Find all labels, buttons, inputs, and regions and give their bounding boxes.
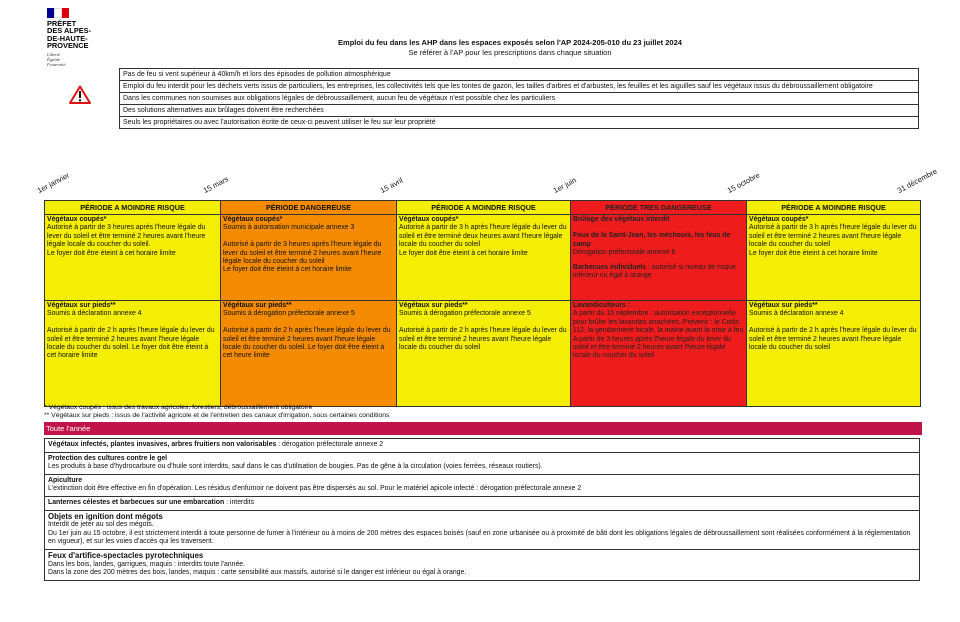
- period-cell: [45, 301, 221, 407]
- date-marker: 15 mars: [201, 174, 230, 195]
- standing-vegetation-row: [45, 301, 921, 407]
- year-rule-row: [45, 439, 920, 453]
- cell-text: Soumis à dérogation préfectorale annexe 5 Autorisé à partir de 2 h après l'heure légale du lever du soleil et être terminé 2 heures avant l'heure légale locale du coucher du soleil. Le foyer doit être éteint à cet heure limite: [223, 310, 391, 360]
- year-rule-row: [45, 549, 920, 580]
- rule-text: L'extinction doit être effective en fin d'opération. Les résidus d'enfumoir ne doivent pas être dispersés au sol. Pour le matériel apicole infecté : dérogation préfectorale annexe 2: [48, 485, 582, 493]
- rule-heading: Apiculture: [48, 476, 83, 484]
- periods-table: [44, 200, 921, 407]
- period-cell: [571, 215, 747, 301]
- title-main: Emploi du feu dans les AHP dans les espaces exposés selon l'AP 2024-205-010 du 23 juillet 2024: [338, 38, 682, 47]
- cell-title: Végétaux sur pieds**: [399, 302, 468, 309]
- rule-inline: : dérogation préfectorale annexe 2: [276, 441, 384, 448]
- cell-text: A partir du 15 septembre : autorisation exceptionnelle pour brûler les lavandes arrachées. Prévenir : le Codis 112, la gendarmerie locale, la mairie avant la mise à feu A partir de 3 heures après l'heure légale du lever du soleil et être terminé 2 heures avant l'heure légale locale du coucher du soleil: [573, 310, 744, 360]
- cut-vegetation-row: [45, 215, 921, 301]
- period-cell: [221, 301, 397, 407]
- republic-motto: Liberté Égalité Fraternité: [47, 51, 66, 67]
- period-header: PÉRIODE A MOINDRE RISQUE: [747, 201, 921, 215]
- period-cell: [221, 215, 397, 301]
- warning-triangle-icon: [69, 85, 91, 109]
- cell-title: Végétaux sur pieds**: [47, 302, 116, 309]
- cell-title: Lavandiculteurs :: [573, 302, 631, 309]
- cell-text: Autorisé à partir de 3 heures après l'heure légale du lever du soleil et être terminé 2 heures avant l'heure légale locale du coucher du soleil. Le foyer doit être éteint à cet horaire limite: [47, 224, 206, 257]
- rule-inline: : interdits: [224, 498, 255, 506]
- cell-text: Soumis à déclaration annexe 4 Autorisé à partir de 2 h après l'heure légale du lever du soleil et être terminé 2 heures avant l'heure légale locale du coucher du soleil. Le foyer doit être éteint à cet horaire limite: [47, 310, 215, 360]
- cell-title: Brûlage des végétaux interdit: [573, 216, 670, 223]
- cell-title: Végétaux coupés*: [749, 216, 809, 223]
- title-sub: Se référer à l'AP pour les prescriptions dans chaque situation: [408, 47, 612, 57]
- rule-row: [120, 69, 919, 81]
- date-marker: 31 décembre: [895, 166, 939, 195]
- rule-heading: Objets en ignition dont mégots: [48, 511, 163, 521]
- rule-text: Seuls les propriétaires ou avec l'autorisation écrite de ceux-ci peuvent utiliser le feu sur leur propriété: [120, 117, 919, 129]
- rule-text: Des solutions alternatives aux brûlages doivent être recherchées: [120, 105, 919, 117]
- cell-text: Soumis à autorisation municipale annexe 3 Autorisé à partir de 3 heures après l'heure légale du lever du soleil et être terminé 2 heures avant l'heure légale locale du coucher du soleil Le foyer doit être éteint à cet horaire limite: [223, 224, 382, 274]
- cell-text: Dérogation préfectorale annexe 6: [573, 249, 676, 257]
- cell-text: Soumis à déclaration annexe 4 Autorisé à partir de 2 h après l'heure légale du lever du soleil et être terminé 2 heures avant l'heure légale locale du coucher du soleil: [749, 310, 917, 352]
- footnote: ** Végétaux sur pieds : issus de l'activité agricole et de l'entretien des canaux d'irrigation, sous certaines conditions: [44, 412, 390, 420]
- rule-text: Pas de feu si vent supérieur à 40km/h et lors des épisodes de pollution atmosphérique: [120, 69, 919, 81]
- cell-text: Autorisé à partir de 3 h après l'heure légale du lever du soleil et être terminé deux heures avant l'heure légale locale du coucher du soleil Le foyer doit être éteint à cet horaire limite: [399, 224, 567, 257]
- period-cell: [747, 215, 921, 301]
- all-year-rules-table: [44, 438, 920, 581]
- period-cell: [45, 215, 221, 301]
- all-year-banner: Toute l'année: [44, 422, 922, 435]
- cell-title: Végétaux coupés*: [223, 216, 283, 223]
- cell-title: Végétaux sur pieds**: [749, 302, 818, 309]
- year-rule-row: [45, 510, 920, 549]
- period-cell: [571, 301, 747, 407]
- year-rule-row: [45, 496, 920, 510]
- period-cell: [397, 301, 571, 407]
- cell-title: Végétaux coupés*: [399, 216, 459, 223]
- period-header: PÉRIODE TRES DANGEREUSE: [571, 201, 747, 215]
- rule-row: [120, 81, 919, 93]
- rule-text: Emploi du feu interdit pour les déchets verts issus de particuliers, les entreprises, les collectivités tels que les tontes de gazon, les tailles d'arbres et d'arbustes, les feuilles et les aiguilles sauf les végétaux issus du débroussaillement obligatoire: [120, 81, 919, 93]
- period-header: PÉRIODE DANGEREUSE: [221, 201, 397, 215]
- period-cell: [747, 301, 921, 407]
- prefecture-logo: [47, 8, 107, 67]
- year-rule-row: [45, 474, 920, 496]
- period-header: PÉRIODE A MOINDRE RISQUE: [45, 201, 221, 215]
- french-flag-icon: [47, 8, 69, 18]
- date-marker: 15 avril: [378, 175, 405, 195]
- footnote: * Végétaux coupés : issus des travaux agricoles, forestiers, débroussaillement obligatoire: [44, 404, 313, 411]
- rule-heading: Lanternes célestes et barbecues sur une embarcation: [48, 498, 225, 506]
- date-marker: 15 octobre: [725, 170, 762, 195]
- cell-title: Végétaux coupés*: [47, 216, 107, 223]
- rule-row: [120, 105, 919, 117]
- general-rules-table: [119, 68, 919, 129]
- cell-title: Barbecues individuels: [573, 263, 647, 271]
- rule-heading: Végétaux infectés, plantes invasives, arbres fruitiers non valorisables: [48, 441, 277, 448]
- cell-title: Feux de la Saint-Jean, les méchouis, les feux de camp: [573, 232, 731, 248]
- rule-text: Dans les bois, landes, garrigues, maquis : interdits toute l'année. Dans la zone des 200 mètres des bois, landes, maquis : carte sensibilité aux massifs, autorisé si le danger est inférieur ou égal à orange.: [48, 560, 467, 577]
- rule-text: Dans les communes non soumises aux obligations légales de débroussaillement, aucun feu de végétaux n'est possible chez les particuliers: [120, 93, 919, 105]
- rule-heading: Feux d'artifice-spectacles pyrotechniques: [48, 550, 204, 560]
- periods-header-row: [45, 201, 921, 215]
- prefet-name: PRÉFET DES ALPES- DE-HAUTE- PROVENCE: [47, 19, 92, 51]
- cell-text: Autorisé à partir de 3 h après l'heure légale du lever du soleil et être terminé 2 heures avant l'heure légale locale du coucher du soleil Le foyer doit être éteint à cet horaire limite: [749, 224, 917, 257]
- period-cell: [397, 215, 571, 301]
- year-rule-row: [45, 452, 920, 474]
- date-marker: 1er juin: [551, 175, 578, 195]
- cell-text: : autorisé si niveau de risque inférieur ou égal à orange: [573, 263, 736, 280]
- date-marker: 1er janvier: [35, 170, 71, 195]
- rule-row: [120, 93, 919, 105]
- cell-text: Soumis à dérogation préfectorale annexe 5 Autorisé à partir de 2 h après l'heure légale du lever du soleil et être terminé 2 heures avant l'heure légale locale du coucher du soleil: [399, 310, 567, 352]
- footnotes: [44, 404, 389, 421]
- cell-title: Végétaux sur pieds**: [223, 302, 292, 309]
- document-title: [160, 38, 860, 57]
- rule-text: Interdit de jeter au sol des mégots. Du 1er juin au 15 octobre, il est strictement interdit à toute personne de fumer à l'intérieur ou à moins de 200 mètres des espaces boisés (sauf en zone urbanisée ou à proximité de bâti dont les obligations légales de débroussaillement sont réalisées conformément à la réglementation en vigueur), et sur les voies d'accès qui les traversent.: [48, 521, 911, 546]
- rule-row: [120, 117, 919, 129]
- rule-text: Les produits à base d'hydrocarbure ou d'huile sont interdits, sauf dans le cas d'utilisation de bougies. Pas de gêne à la circulation (voies ferrées, réseaux routiers).: [48, 463, 543, 471]
- rule-heading: Protection des cultures contre le gel: [48, 454, 168, 462]
- period-header: PÉRIODE A MOINDRE RISQUE: [397, 201, 571, 215]
